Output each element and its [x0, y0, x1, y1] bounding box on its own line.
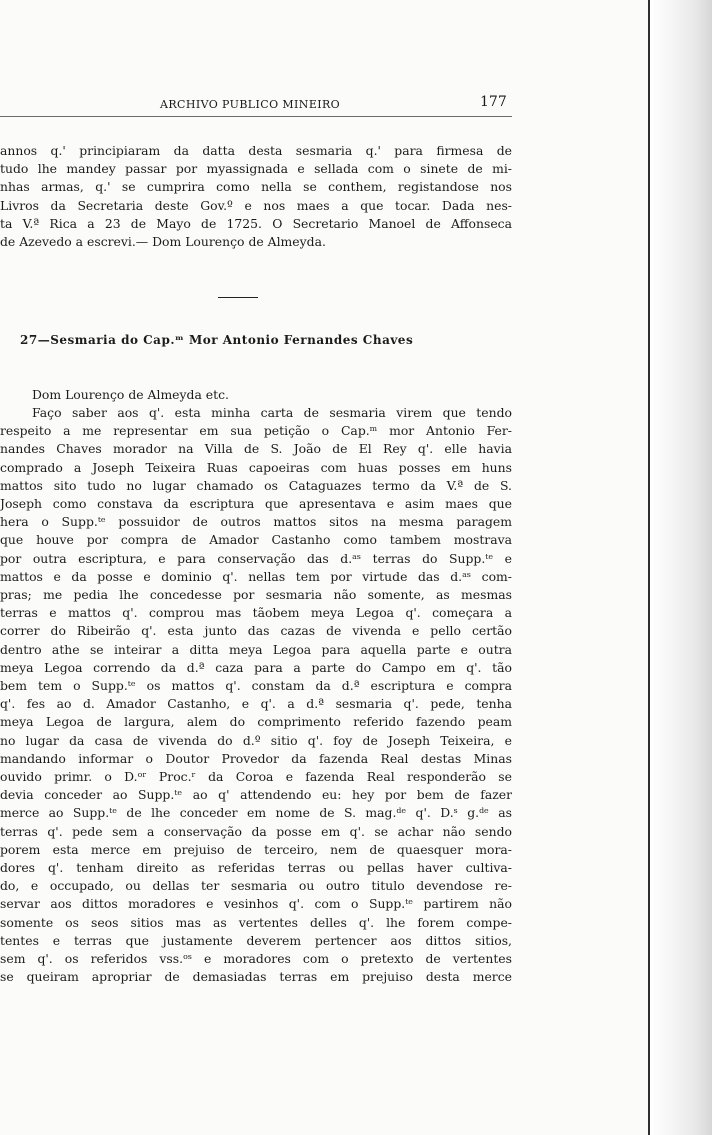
text-line: Livros da Secretaria deste Gov.º e nos maes a que tocar. Dada nes- — [0, 197, 512, 213]
text-line: se queiram apropriar de demasiadas terras em prejuiso desta merce — [0, 969, 512, 985]
text-line: dores q'. tenham direito as referidas terras ou pellas haver cultiva- — [0, 860, 512, 876]
text-line: mattos e da posse e dominio q'. nellas tem por virtude das d.ᵃˢ com- — [0, 568, 512, 584]
text-line: bem tem o Supp.ᵗᵉ os mattos q'. constam da d.ª escriptura e compra — [0, 678, 512, 694]
text-line: sem q'. os referidos vss.ᵒˢ e moradores com o pretexto de vertentes — [0, 951, 512, 967]
text-line: do, e occupado, ou dellas ter sesmaria ou outro titulo devendose re- — [0, 878, 512, 894]
text-line: de Azevedo a escrevi.— Dom Lourenço de Almeyda. — [0, 234, 326, 250]
text-line: hera o Supp.ᵗᵉ possuidor de outros mattos sitos na mesma paragem — [0, 514, 512, 530]
section-separator — [218, 297, 258, 298]
text-line: correr do Ribeirão q'. esta junto das cazas de vivenda e pello certão — [0, 623, 512, 639]
text-line: somente os seos sitios mas as vertentes delles q'. lhe forem compe- — [0, 914, 512, 930]
text-line: terras e mattos q'. comprou mas tãobem meya Legoa q'. começara a — [0, 605, 512, 621]
text-line: nandes Chaves morador na Villa de S. João de El Rey q'. elle havia — [0, 441, 512, 457]
text-line: ouvido primr. o D.ᵒʳ Proc.ʳ da Coroa e fazenda Real responderão se — [0, 769, 512, 785]
text-line: terras q'. pede sem a conservação da posse em q'. se achar não sendo — [0, 823, 512, 839]
text-line: merce ao Supp.ᵗᵉ de lhe conceder em nome de S. mag.ᵈᵉ q'. D.ˢ g.ᵈᵉ as — [0, 805, 512, 821]
text-line: Faço saber aos q'. esta minha carta de sesmaria virem que tendo — [32, 405, 512, 420]
text-line: meya Legoa correndo da d.ª caza para a parte do Campo em q'. tão — [0, 659, 512, 675]
text-line: ta V.ª Rica a 23 de Mayo de 1725. O Secretario Manoel de Affonseca — [0, 215, 512, 231]
text-line: tudo lhe mandey passar por myassignada e sellada com o sinete de mi- — [0, 161, 512, 177]
page-gutter-shadow — [650, 0, 712, 1135]
text-line: annos q.' principiaram da datta desta sesmaria q.' para firmesa de — [0, 143, 512, 158]
text-line: por outra escriptura, e para conservação das d.ᵃˢ terras do Supp.ᵗᵉ e — [0, 550, 512, 566]
text-line: tentes e terras que justamente deverem pertencer aos dittos sitios, — [0, 932, 512, 948]
text-line: comprado a Joseph Teixeira Ruas capoeiras com huas posses em huns — [0, 459, 512, 475]
text-line: meya Legoa de largura, alem do comprimento referido fazendo peam — [0, 714, 512, 730]
text-line: que houve por compra de Amador Castanho como tambem mostrava — [0, 532, 512, 548]
text-line: no lugar da casa de vivenda do d.º sitio q'. foy de Joseph Teixeira, e — [0, 732, 512, 748]
section-heading: 27—Sesmaria do Cap.ᵐ Mor Antonio Fernandes Chaves — [20, 333, 414, 347]
text-line: respeito a me representar em sua petição o Cap.ᵐ mor Antonio Fer- — [0, 423, 512, 439]
text-line: Joseph como constava da escriptura que apresentava e asim maes que — [0, 496, 512, 512]
text-line: servar aos dittos moradores e vesinhos q'. com o Supp.ᵗᵉ partirem não — [0, 896, 512, 912]
text-line: dentro athe se inteirar a ditta meya Legoa para aquella parte e outra — [0, 641, 512, 657]
text-line: mandando informar o Doutor Provedor da fazenda Real destas Minas — [0, 750, 512, 766]
running-title: ARCHIVO PUBLICO MINEIRO — [160, 98, 341, 111]
body-paragraph — [0, 404, 512, 987]
salutation-line: Dom Lourenço de Almeyda etc. — [32, 387, 229, 402]
header-rule — [0, 116, 512, 117]
text-line: pras; me pedia lhe concedesse por sesmaria não somente, as mesmas — [0, 587, 512, 603]
text-line: nhas armas, q.' se cumprira como nella se conthem, registandose nos — [0, 179, 512, 195]
text-line: q'. fes ao d. Amador Castanho, e q'. a d.ª sesmaria q'. pede, tenha — [0, 696, 512, 712]
page-number: 177 — [480, 94, 507, 110]
closing-paragraph — [0, 142, 512, 251]
text-line: devia conceder ao Supp.ᵗᵉ ao q' attendendo eu: hey por bem de fazer — [0, 787, 512, 803]
page-fold-line — [648, 0, 650, 1135]
text-line: mattos sito tudo no lugar chamado os Cataguazes termo da V.ª de S. — [0, 477, 512, 493]
text-line: porem esta merce em prejuiso de terceiro, nem de quaesquer mora- — [0, 841, 512, 857]
